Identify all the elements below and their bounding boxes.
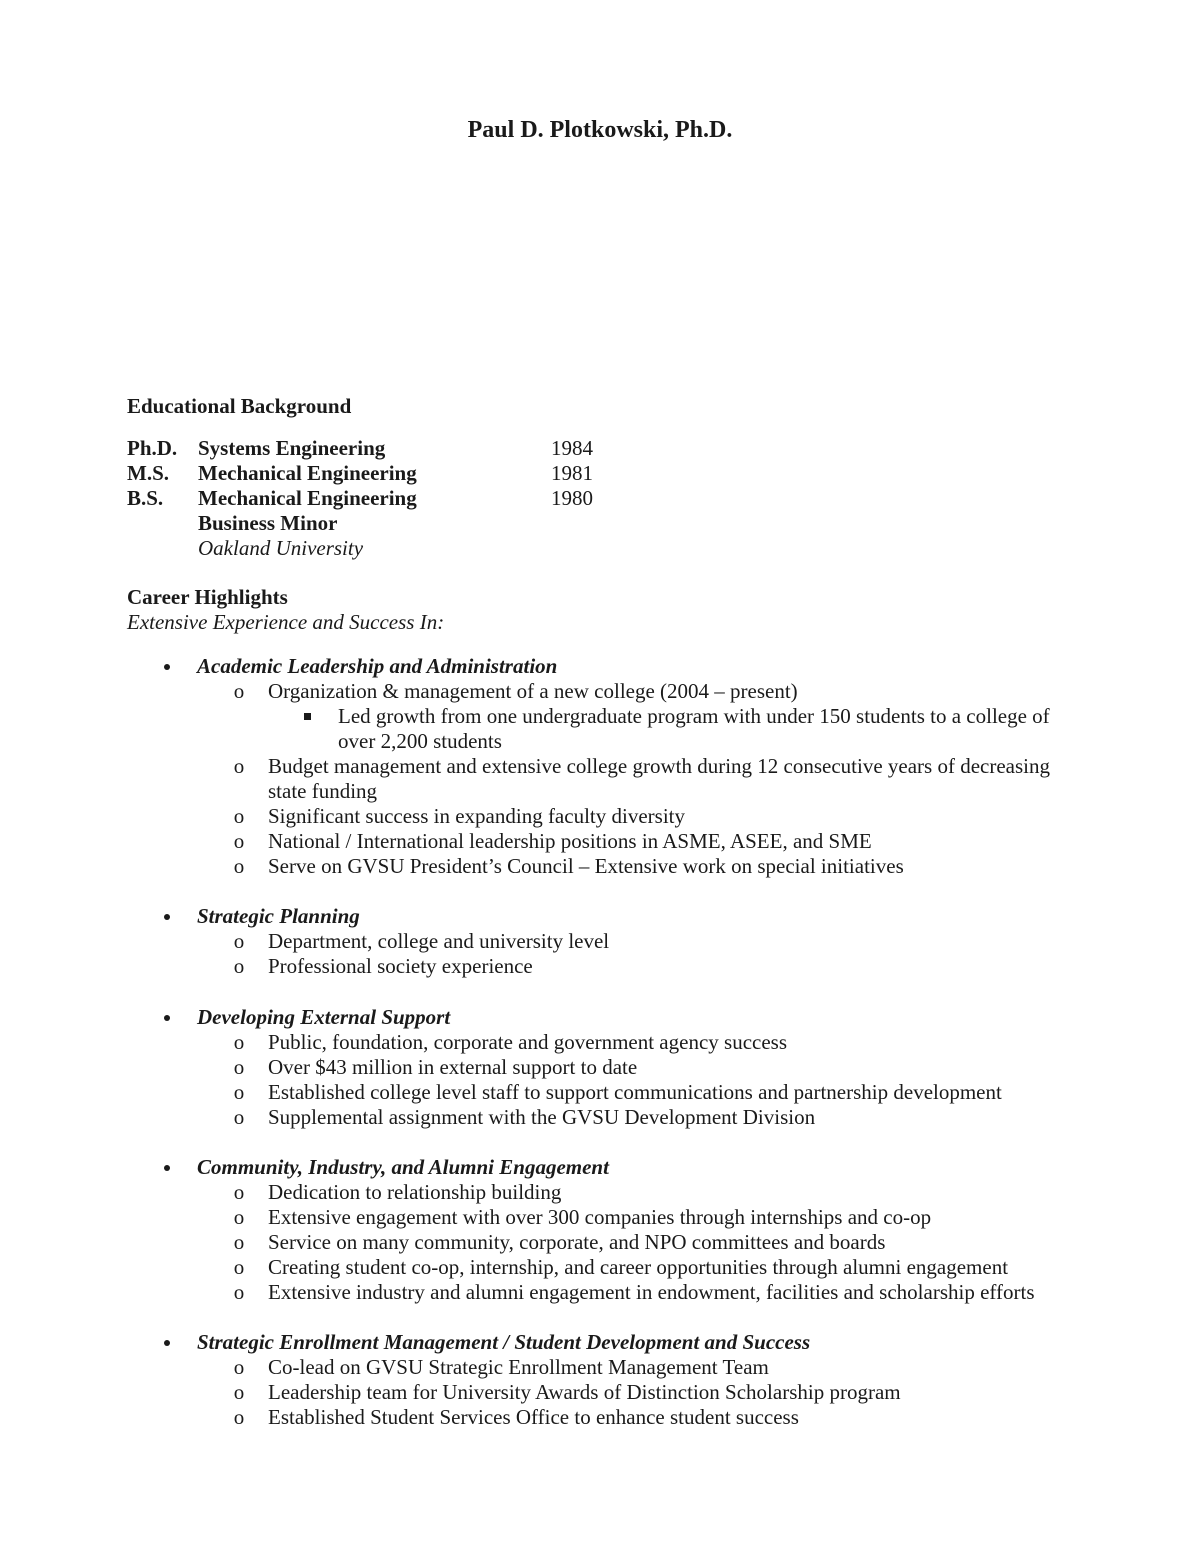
group-title: Community, Industry, and Alumni Engagement: [197, 1155, 609, 1179]
degree-label: M.S.: [127, 461, 169, 485]
list-item: [0, 1355, 1200, 1380]
career-group: [0, 1155, 1200, 1305]
list-item-text: Department, college and university level: [268, 929, 610, 953]
group-title-row: [0, 654, 1200, 679]
list-item: [0, 1205, 1200, 1230]
open-circle-marker: o: [233, 929, 245, 953]
list-item: [0, 1030, 1200, 1055]
sub-list-item-text: Led growth from one undergraduate program with under 150 students to a college of over 2,200 students: [338, 704, 1050, 753]
list-item: [0, 1380, 1200, 1405]
list-item: [0, 1105, 1200, 1130]
list-item-text: Over $43 million in external support to date: [268, 1055, 638, 1079]
list-item: [0, 1080, 1200, 1105]
list-item-text: Co-lead on GVSU Strategic Enrollment Management Team: [268, 1355, 769, 1379]
open-circle-marker: o: [233, 1255, 245, 1279]
list-item: [0, 929, 1200, 954]
open-circle-marker: o: [233, 1380, 245, 1404]
list-item-text: National / International leadership positions in ASME, ASEE, and SME: [268, 829, 872, 853]
list-item-text: Budget management and extensive college growth during 12 consecutive years of decreasing state funding: [268, 754, 1050, 803]
open-circle-marker: o: [233, 829, 245, 853]
degree-label: Ph.D.: [127, 436, 178, 460]
open-circle-marker: o: [233, 1030, 245, 1054]
group-title-row: [0, 904, 1200, 929]
open-circle-marker: o: [233, 1405, 245, 1429]
sub-list-item: [0, 704, 1200, 754]
list-item: [0, 1055, 1200, 1080]
open-circle-marker: o: [233, 1205, 245, 1229]
list-item-text: Service on many community, corporate, and NPO committees and boards: [268, 1230, 886, 1254]
list-item-text: Supplemental assignment with the GVSU Development Division: [268, 1105, 816, 1129]
list-item: [0, 1230, 1200, 1255]
open-circle-marker: o: [233, 1355, 245, 1379]
group-title-row: [0, 1155, 1200, 1180]
open-circle-marker: o: [233, 1080, 245, 1104]
group-title: Developing External Support: [197, 1005, 451, 1029]
open-circle-marker: o: [233, 679, 245, 703]
group-title-row: [0, 1330, 1200, 1355]
open-circle-marker: o: [233, 954, 245, 978]
list-item: [0, 754, 1200, 804]
open-circle-marker: o: [233, 1180, 245, 1204]
page-title: Paul D. Plotkowski, Ph.D.: [467, 117, 733, 143]
list-item: [0, 954, 1200, 979]
list-item-text: Serve on GVSU President’s Council – Extensive work on special initiatives: [268, 854, 904, 878]
degree-row: [127, 486, 727, 511]
list-item: [0, 1255, 1200, 1280]
degree-label: B.S.: [127, 486, 164, 510]
institution-name: Oakland University: [198, 536, 364, 560]
degree-row: [127, 461, 727, 486]
list-item-text: Creating student co-op, internship, and career opportunities through alumni engagement: [268, 1255, 1009, 1279]
open-circle-marker: o: [233, 1230, 245, 1254]
open-circle-marker: o: [233, 1055, 245, 1079]
list-item: [0, 804, 1200, 829]
open-circle-marker: o: [233, 804, 245, 828]
list-item-text: Established Student Services Office to enhance student success: [268, 1405, 799, 1429]
list-item-text: Public, foundation, corporate and government agency success: [268, 1030, 788, 1054]
group-title: Strategic Enrollment Management / Student Development and Success: [197, 1330, 811, 1354]
degree-row: [127, 436, 727, 461]
list-item-text: Extensive engagement with over 300 companies through internships and co-op: [268, 1205, 932, 1229]
list-item-text: Organization & management of a new college (2004 – present): [268, 679, 798, 703]
degree-year: 1984: [551, 436, 593, 460]
career-group: [0, 1005, 1200, 1130]
open-circle-marker: o: [233, 1280, 245, 1304]
open-circle-marker: o: [233, 754, 245, 778]
list-item: [0, 1180, 1200, 1205]
square-bullet-icon: [304, 713, 311, 720]
degree-field: Mechanical Engineering: [198, 486, 417, 510]
degree-field: Systems Engineering: [198, 436, 386, 460]
list-item: [0, 679, 1200, 704]
list-item: [0, 854, 1200, 879]
group-title: Strategic Planning: [197, 904, 360, 928]
list-item-text: Extensive industry and alumni engagement in endowment, facilities and scholarship efforts: [268, 1280, 1035, 1304]
career-group: [0, 654, 1200, 879]
list-item-text: Dedication to relationship building: [268, 1180, 562, 1204]
career-group: [0, 1330, 1200, 1430]
career-group: [0, 904, 1200, 979]
career-heading: Career Highlights: [127, 585, 288, 609]
list-item-text: Leadership team for University Awards of Distinction Scholarship program: [268, 1380, 901, 1404]
degree-field: Mechanical Engineering: [198, 461, 417, 485]
degree-minor: Business Minor: [198, 511, 338, 535]
list-item: [0, 1280, 1200, 1305]
group-title-row: [0, 1005, 1200, 1030]
open-circle-marker: o: [233, 854, 245, 878]
list-item: [0, 1405, 1200, 1430]
degree-year: 1980: [551, 486, 593, 510]
list-item: [0, 829, 1200, 854]
degree-year: 1981: [551, 461, 593, 485]
group-title: Academic Leadership and Administration: [197, 654, 558, 678]
career-subtitle: Extensive Experience and Success In:: [127, 610, 445, 634]
list-item-text: Significant success in expanding faculty diversity: [268, 804, 685, 828]
list-item-text: Established college level staff to support communications and partnership development: [268, 1080, 1002, 1104]
list-item-text: Professional society experience: [268, 954, 533, 978]
education-heading: Educational Background: [127, 394, 352, 418]
open-circle-marker: o: [233, 1105, 245, 1129]
